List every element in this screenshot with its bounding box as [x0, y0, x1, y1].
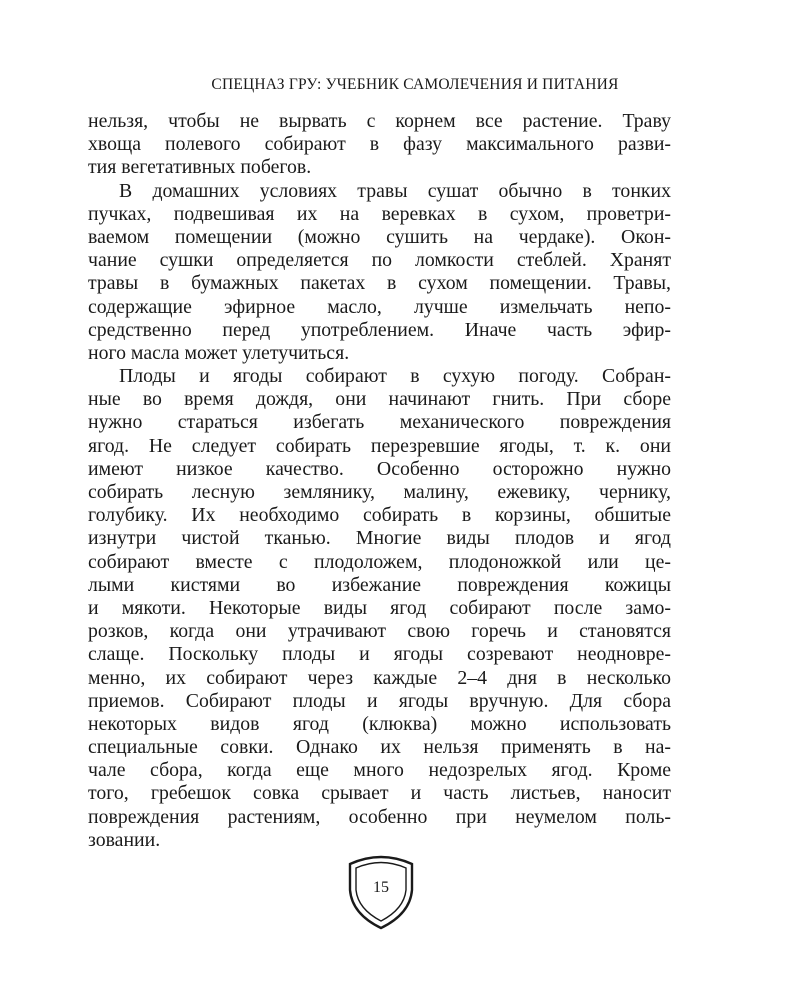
- text-line: хвоща полевого собирают в фазу максимального разви-: [88, 133, 671, 156]
- text-line: чание сушки определяется по ломкости стеблей. Хранят: [88, 249, 671, 272]
- text-line: нужно стараться избегать механического повреждения: [88, 411, 671, 434]
- text-line: изнутри чистой тканью. Многие виды плодов и ягод: [88, 527, 671, 550]
- text-line: зовании.: [88, 828, 161, 851]
- text-line: розков, когда они утрачивают свою горечь и становятся: [88, 620, 671, 643]
- text-line: средственно перед употреблением. Иначе часть эфир-: [88, 318, 671, 341]
- text-line: собирать лесную землянику, малину, ежевику, чернику,: [88, 481, 671, 503]
- page-number: 15: [373, 879, 389, 896]
- text-line: травы в бумажных пакетах в сухом помещении. Травы,: [88, 272, 671, 295]
- text-line: ягод. Не следует собирать перезревшие ягоды, т. к. они: [88, 434, 671, 457]
- text-line: Плоды и ягоды собирают в сухую погоду. Собран-: [119, 365, 671, 388]
- text-line: лыми кистями во избежание повреждения кожицы: [88, 573, 671, 596]
- body-text: [88, 110, 671, 852]
- text-line: собирают вместе с плодоложем, плодоножкой или це-: [88, 550, 671, 573]
- text-line: В домашних условиях травы сушат обычно в тонких: [119, 179, 671, 202]
- text-line: нельзя, чтобы не вырвать с корнем все растение. Траву: [88, 110, 671, 132]
- text-line: голубику. Их необходимо собирать в корзины, обшитые: [88, 504, 671, 527]
- text-line: того, гребешок совка срывает и часть листьев, наносит: [88, 782, 671, 805]
- text-line: повреждения растениям, особенно при неумелом поль-: [88, 805, 671, 828]
- text-line: менно, их собирают через каждые 2–4 дня в несколько: [88, 666, 671, 689]
- text-line: специальные совки. Однако их нельзя применять в на-: [88, 736, 671, 759]
- text-line: ваемом помещении (можно сушить на чердаке). Окон-: [88, 225, 671, 248]
- text-line: ные во время дождя, они начинают гнить. При сборе: [88, 388, 671, 411]
- text-line: тия вегетативных побегов.: [88, 156, 312, 179]
- text-line: содержащие эфирное масло, лучше измельчать непо-: [88, 295, 671, 318]
- running-head: СПЕЦНАЗ ГРУ: УЧЕБНИК САМОЛЕЧЕНИЯ И ПИТАНИЯ: [211, 76, 619, 93]
- page-number-badge: [346, 852, 416, 930]
- text-line: приемов. Собирают плоды и ягоды вручную. Для сбора: [88, 689, 671, 712]
- text-line: чале сбора, когда еще много недозрелых ягод. Кроме: [88, 759, 671, 782]
- text-line: пучках, подвешивая их на веревках в сухом, проветри-: [88, 202, 671, 225]
- text-line: слаще. Поскольку плоды и ягоды созревают неодновре-: [88, 643, 671, 666]
- text-line: и мякоти. Некоторые виды ягод собирают после замо-: [88, 596, 671, 619]
- text-line: ного масла может улетучиться.: [88, 341, 350, 364]
- text-line: некоторых видов ягод (клюква) можно использовать: [88, 712, 671, 735]
- text-line: имеют низкое качество. Особенно осторожно нужно: [88, 457, 671, 480]
